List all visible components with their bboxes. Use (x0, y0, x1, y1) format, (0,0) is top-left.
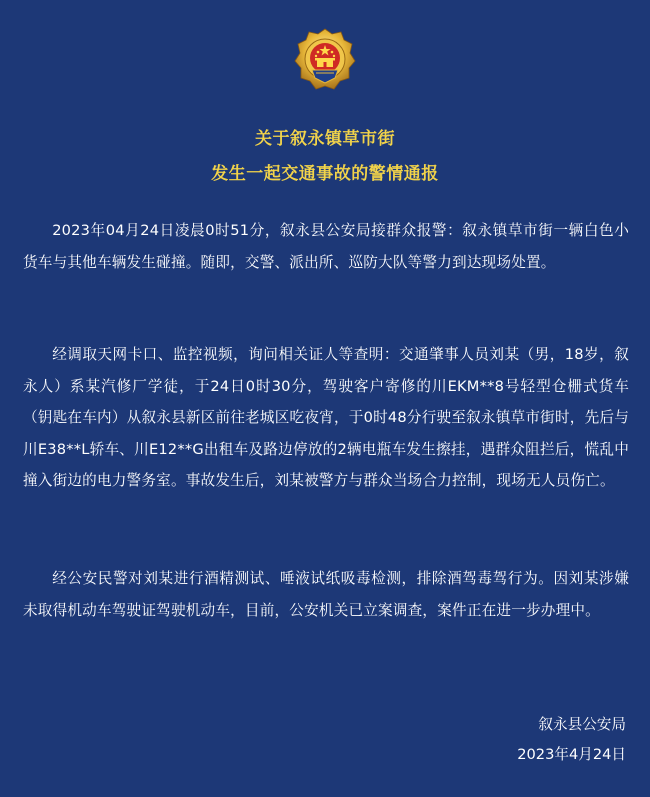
signature-date: 2023年4月24日 (517, 746, 626, 763)
signature-organization: 叙永县公安局 (538, 716, 626, 733)
notice-title-line1: 关于叙永镇草市街 (255, 129, 395, 149)
notice-paragraph-1: 2023年04月24日凌晨0时51分，叙永县公安局接群众报警：叙永镇草市街一辆白色小货车与其他车辆发生碰撞。随即，交警、派出所、巡防大队等警力到达现场处置。 (23, 222, 629, 271)
police-emblem-icon (294, 28, 356, 94)
notice-title-line2: 发生一起交通事故的警情通报 (211, 164, 439, 184)
notice-paragraph-2: 经调取天网卡口、监控视频，询问相关证人等查明：交通肇事人员刘某（男，18岁，叙永人）系某汽修厂学徒，于24日0时30分，驾驶客户寄修的川EKM**8号轻型仓栅式货车（钥匙在车内）从叙永县新区前往老城区吃夜宵，于0时48分行驶至叙永镇草市街时，先后与川E38**L轿车、川E12**G出租车及路边停放的2辆电瓶车发生擦挂，遇群众阻拦后，慌乱中撞入街边的电力警务室。事故发生后，刘某被警方与群众当场合力控制，现场无人员伤亡。 (23, 346, 629, 489)
notice-paragraph-3: 经公安民警对刘某进行酒精测试、唾液试纸吸毒检测，排除酒驾毒驾行为。因刘某涉嫌未取得机动车驾驶证驾驶机动车，目前，公安机关已立案调查，案件正在进一步办理中。 (23, 570, 629, 619)
